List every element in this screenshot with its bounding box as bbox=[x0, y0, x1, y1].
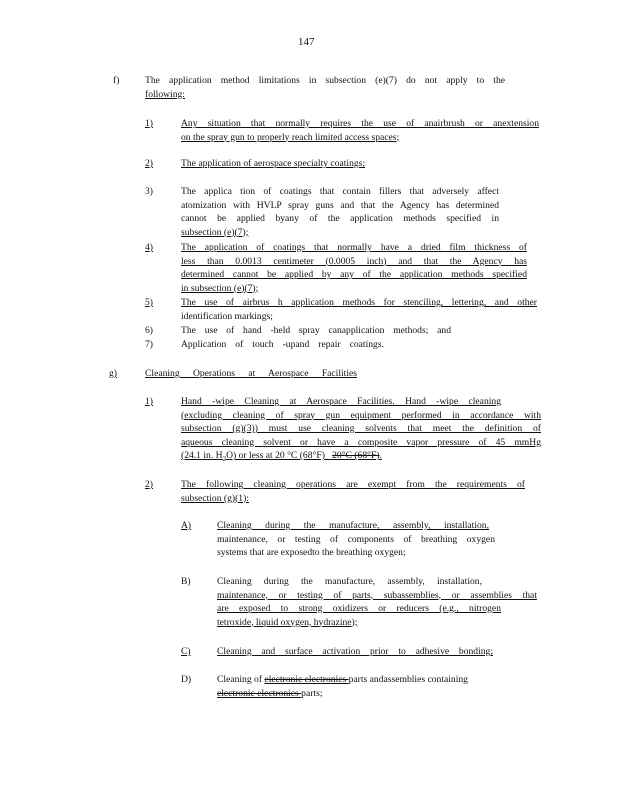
item-g1-text bbox=[181, 395, 541, 466]
text-line: Hand -wipe Cleaning at Aerospace Facilities. Hand -wipe cleaning bbox=[181, 396, 501, 407]
text-line: The application of aerospace specialty coatings; bbox=[181, 158, 366, 169]
item-f6-label: 6) bbox=[145, 325, 153, 336]
text-line: are exposed to strong oxidizers or reducers (e.g., nitrogen bbox=[217, 603, 501, 614]
item-f3-text bbox=[181, 185, 499, 239]
item-f1-label: 1) bbox=[145, 118, 153, 129]
text-line: The use of airbrus h application methods for stenciling, lettering, and other bbox=[181, 297, 537, 308]
item-f5-label: 5) bbox=[145, 297, 153, 308]
page-number: 147 bbox=[298, 36, 315, 48]
text-line: atomization with HVLP spray guns and that the Agency has determined bbox=[181, 199, 499, 211]
text-line: on the spray gun to properly reach limited access spaces; bbox=[181, 131, 400, 143]
text-fragment: O) or less at 20 °C (68°F) bbox=[226, 450, 325, 461]
text-line: The application of coatings that normally have a dried film thickness of bbox=[181, 242, 527, 253]
section-f-label: f) bbox=[113, 75, 120, 86]
subscript: 2 bbox=[222, 454, 227, 463]
item-g2a-label: A) bbox=[181, 520, 192, 531]
text-line: (excluding cleaning of spray gun equipment performed in accordance with bbox=[181, 409, 541, 421]
text-line: less than 0.0013 centimeter (0.0005 inch) and that the Agency has bbox=[181, 255, 527, 267]
text-line: subsection (g)(1): bbox=[181, 492, 249, 504]
struck-text: electronic electronics bbox=[217, 687, 302, 699]
text-line: determined cannot be applied by any of the application methods specified bbox=[181, 269, 527, 280]
heading-line: Cleaning Operations at Aerospace Facilities bbox=[145, 368, 357, 379]
struck-text: electronic electronics bbox=[264, 674, 349, 685]
item-g2-label: 2) bbox=[145, 479, 153, 490]
text-line: tetroxide, liquid oxygen, hydrazine); bbox=[217, 616, 358, 628]
text-line: The applica tion of coatings that contain fillers that adversely affect bbox=[181, 186, 499, 197]
text-line: aqueous cleaning solvent or have a composite vapor pressure of 45 mmHg bbox=[181, 436, 541, 448]
item-g1-label: 1) bbox=[145, 396, 153, 407]
item-g2d-label: D) bbox=[181, 674, 192, 685]
text-line: Cleaning and surface activation prior to adhesive bonding; bbox=[217, 646, 493, 657]
text-line bbox=[181, 449, 541, 466]
text-line bbox=[217, 687, 527, 701]
text-line: cannot be applied byany of the application methods specified in bbox=[181, 213, 499, 224]
text-fragment: parts andassemblies containing bbox=[348, 674, 468, 685]
item-f2-text bbox=[181, 157, 365, 171]
text-fragment: . bbox=[379, 450, 382, 461]
text-line: in subsection (e)(7); bbox=[181, 282, 259, 294]
text-line: Application of touch -upand repair coatings. bbox=[181, 339, 384, 350]
section-f-intro-line: following: bbox=[145, 88, 185, 100]
item-g2-text bbox=[181, 478, 525, 505]
section-g-heading bbox=[145, 367, 357, 381]
item-f6-text bbox=[181, 324, 451, 338]
item-g2b-text bbox=[217, 575, 537, 629]
item-f4-label: 4) bbox=[145, 242, 153, 253]
section-g-label: g) bbox=[109, 368, 117, 379]
text-line: Cleaning during the manufacture, assembly, installation, bbox=[217, 520, 489, 531]
text-fragment: (24.1 in. H bbox=[181, 450, 223, 461]
item-f7-text bbox=[181, 338, 384, 352]
text-line: Any situation that normally requires the use of anairbrush or anextension bbox=[181, 118, 539, 129]
text-fragment: Cleaning of bbox=[217, 674, 265, 685]
item-f1-text bbox=[181, 117, 539, 144]
text-fragment: parts; bbox=[301, 687, 323, 699]
item-g2a-text bbox=[217, 519, 495, 560]
text-line: subsection (g)(3)) must use cleaning solvents that meet the definition of bbox=[181, 423, 541, 434]
item-g2c-text bbox=[217, 645, 493, 659]
text-line: systems that are exposedto the breathing oxygen; bbox=[217, 547, 406, 558]
item-f2-label: 2) bbox=[145, 158, 153, 169]
item-g2b-label: B) bbox=[181, 576, 191, 587]
item-f7-label: 7) bbox=[145, 339, 153, 350]
text-line: maintenance, or testing of parts, subassemblies, or assemblies that bbox=[217, 589, 537, 601]
item-g2c-label: C) bbox=[181, 646, 191, 657]
section-f-intro-line: The application method limitations in subsection (e)(7) do not apply to the bbox=[145, 75, 505, 86]
text-line: maintenance, or testing of components of breathing oxygen bbox=[217, 533, 495, 545]
item-f4-text bbox=[181, 241, 527, 295]
text-line: subsection (e)(7); bbox=[181, 226, 249, 238]
section-f-intro bbox=[145, 74, 505, 101]
item-f5-text bbox=[181, 296, 537, 323]
struck-text: 20°C (68°F) bbox=[332, 450, 380, 461]
text-line: identification markings; bbox=[181, 310, 273, 322]
item-f3-label: 3) bbox=[145, 186, 153, 197]
text-line bbox=[217, 673, 527, 687]
item-g2d-text bbox=[217, 673, 527, 700]
text-line: The use of hand -held spray canapplication methods; and bbox=[181, 325, 451, 336]
text-line: The following cleaning operations are exempt from the requirements of bbox=[181, 479, 525, 490]
text-line: Cleaning during the manufacture, assembly, installation, bbox=[217, 576, 482, 587]
